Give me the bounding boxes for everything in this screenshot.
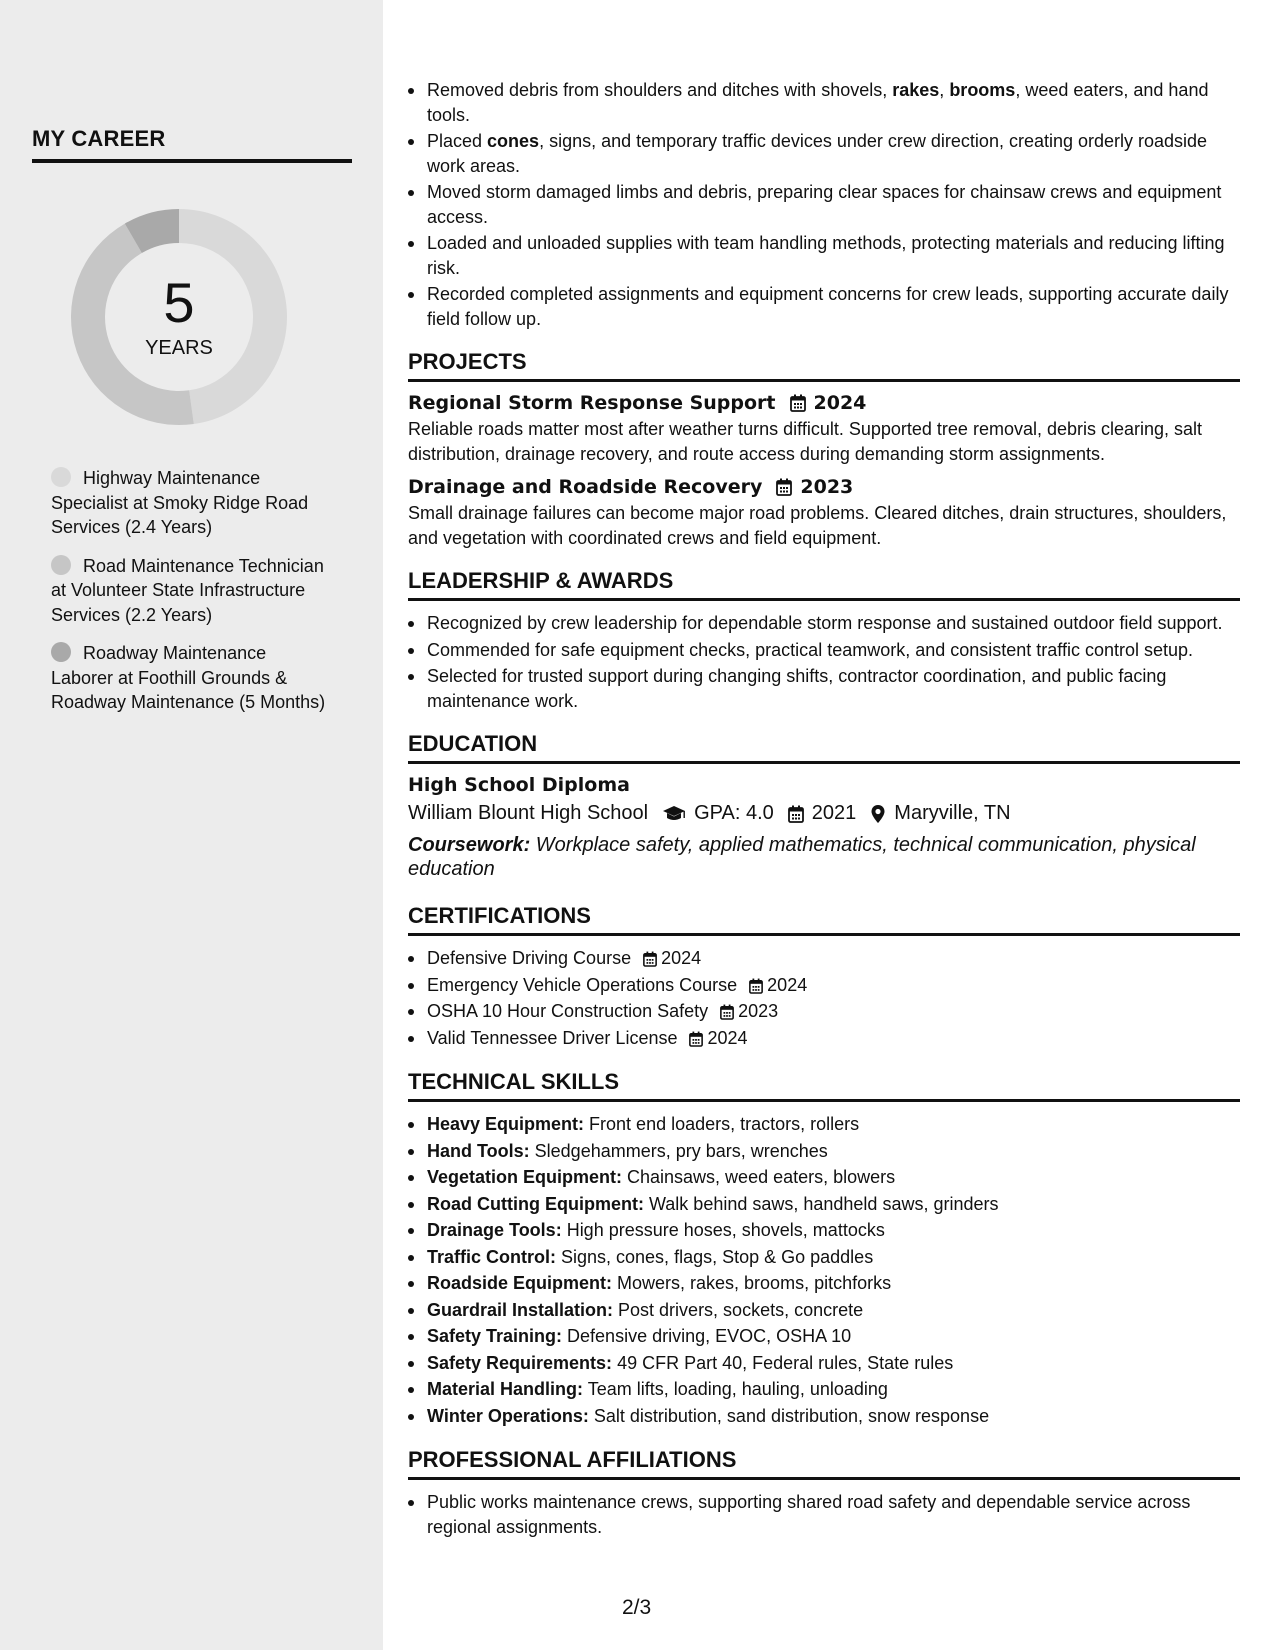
leadership-title: LEADERSHIP & AWARDS [408, 568, 1240, 601]
text: , signs, and temporary traffic devices under crew direction, creating orderly roadside work areas. [427, 131, 1208, 176]
experience-bullet [408, 129, 1240, 178]
career-item-text: Road Maintenance Technician at Volunteer State Infrastructure Services (2.2 Years) [51, 555, 324, 625]
skill-value: High pressure hoses, shovels, mattocks [561, 1220, 885, 1240]
skill-item [408, 1298, 1240, 1324]
skill-value: Team lifts, loading, hauling, unloading [583, 1379, 888, 1399]
certification-name: Defensive Driving Course [427, 948, 632, 968]
skill-label: Safety Training: [427, 1326, 563, 1346]
skill-label: Drainage Tools: [427, 1220, 562, 1240]
leadership-item: Recognized by crew leadership for dependable storm response and sustained outdoor field support. [408, 611, 1240, 636]
calendar-icon [689, 1031, 703, 1047]
calendar-icon [643, 951, 657, 967]
calendar-icon [720, 1004, 734, 1020]
legend-dot [51, 467, 71, 487]
skill-label: Road Cutting Equipment: [427, 1193, 644, 1214]
skill-item [408, 1351, 1240, 1377]
calendar-icon [790, 394, 806, 412]
text: Removed debris from shoulders and ditches with shovels, [427, 80, 893, 100]
skill-item [408, 1192, 1240, 1218]
education-year: 2021 [811, 802, 857, 824]
certification-year: 2023 [738, 1001, 779, 1021]
career-item-text: Highway Maintenance Specialist at Smoky Ridge Road Services (2.4 Years) [51, 468, 309, 537]
skill-item [408, 1324, 1240, 1350]
project-name: Drainage and Roadside Recovery [408, 476, 763, 498]
sidebar [0, 0, 383, 1650]
skill-item [408, 1112, 1240, 1138]
career-list [51, 466, 331, 729]
career-years-number: 5 [163, 270, 195, 334]
project-description: Reliable roads matter most after weather turns difficult. Supported tree removal, debris clearing, salt distribution, drainage recovery, and route access during demanding storm assignments. [408, 419, 1203, 464]
certification-name: Emergency Vehicle Operations Course [427, 974, 738, 995]
skill-value: Post drivers, sockets, concrete [613, 1299, 864, 1320]
career-item [51, 466, 331, 540]
skill-label: Winter Operations: [427, 1405, 589, 1426]
text: , weed eaters, and hand tools. [427, 80, 1209, 125]
certifications-title: CERTIFICATIONS [408, 903, 1240, 936]
skill-label: Vegetation Equipment: [427, 1167, 623, 1187]
skill-value: Signs, cones, flags, Stop & Go paddles [556, 1246, 874, 1267]
text: , [939, 80, 950, 100]
career-donut-chart [66, 204, 292, 430]
certification-name: OSHA 10 Hour Construction Safety [427, 1001, 709, 1021]
skill-label: Heavy Equipment: [427, 1114, 585, 1134]
donut-center [66, 204, 292, 430]
certification-year: 2024 [661, 948, 702, 968]
skill-item [408, 1377, 1240, 1403]
skill-value: Defensive driving, EVOC, OSHA 10 [562, 1326, 852, 1346]
certification-year: 2024 [707, 1027, 748, 1048]
career-item [51, 554, 331, 628]
skill-label: Traffic Control: [427, 1246, 556, 1267]
leadership-item: Selected for trusted support during changing shifts, contractor coordination, and public facing maintenance work. [408, 664, 1240, 713]
skill-label: Safety Requirements: [427, 1352, 613, 1373]
coursework-label: Coursework: [408, 834, 531, 856]
legend-dot [51, 642, 71, 662]
bold-text: brooms [949, 80, 1016, 100]
skill-item [408, 1271, 1240, 1297]
skill-value: 49 CFR Part 40, Federal rules, State rules [612, 1352, 954, 1373]
projects-title: PROJECTS [408, 349, 1240, 382]
skill-label: Guardrail Installation: [427, 1299, 614, 1320]
certification-name: Valid Tennessee Driver License [427, 1027, 678, 1048]
project-name: Regional Storm Response Support [408, 392, 776, 414]
project-description: Small drainage failures can become major road problems. Cleared ditches, drain structures, shoulders, and vegetation with coordinated crews and field equipment. [408, 503, 1227, 548]
career-item-text: Roadway Maintenance Laborer at Foothill Grounds & Roadway Maintenance (5 Months) [51, 643, 326, 712]
skill-item [408, 1139, 1240, 1165]
main-content [408, 78, 1240, 1541]
bold-text: cones [487, 131, 540, 151]
education-school: William Blount High School [408, 802, 649, 824]
career-years-unit: YEARS [145, 336, 213, 359]
graduation-cap-icon [662, 805, 686, 823]
certification-item [408, 1026, 1240, 1052]
text: Placed [427, 131, 488, 151]
bold-text: rakes [892, 80, 940, 100]
education-gpa: GPA: 4.0 [694, 802, 774, 824]
affiliation-item: Public works maintenance crews, supporting shared road safety and dependable service across regional assignments. [408, 1490, 1240, 1539]
skill-value: Chainsaws, weed eaters, blowers [622, 1167, 896, 1187]
skill-value: Sledgehammers, pry bars, wrenches [529, 1140, 828, 1161]
skill-item [408, 1165, 1240, 1191]
skills-title: TECHNICAL SKILLS [408, 1069, 1240, 1102]
skills-list [408, 1112, 1240, 1429]
project-title [408, 476, 1240, 498]
calendar-icon [749, 978, 763, 994]
experience-bullet: Loaded and unloaded supplies with team handling methods, protecting materials and reducing lifting risk. [408, 231, 1240, 280]
experience-bullet [408, 78, 1240, 127]
project-year: 2023 [800, 476, 854, 498]
sidebar-title: MY CAREER [32, 126, 352, 163]
leadership-list [408, 611, 1240, 713]
certification-item [408, 973, 1240, 999]
legend-dot [51, 555, 71, 575]
calendar-icon [776, 478, 792, 496]
skill-value: Mowers, rakes, brooms, pitchforks [612, 1273, 892, 1293]
coursework-text: Workplace safety, applied mathematics, technical communication, physical education [408, 834, 1196, 880]
page-number: 2/3 [622, 1596, 652, 1619]
certification-year: 2024 [767, 974, 808, 995]
certification-item [408, 946, 1240, 972]
education-title: EDUCATION [408, 731, 1240, 764]
skill-item [408, 1218, 1240, 1244]
skill-value: Front end loaders, tractors, rollers [584, 1114, 860, 1134]
experience-bullets [408, 78, 1240, 331]
location-pin-icon [870, 804, 886, 824]
education-details [408, 802, 1240, 825]
leadership-item: Commended for safe equipment checks, practical teamwork, and consistent traffic control setup. [408, 638, 1240, 663]
experience-bullet: Recorded completed assignments and equipment concerns for crew leads, supporting accurate daily field follow up. [408, 282, 1240, 331]
skill-label: Roadside Equipment: [427, 1273, 613, 1293]
project-title [408, 392, 1240, 414]
affiliations-title: PROFESSIONAL AFFILIATIONS [408, 1447, 1240, 1480]
experience-bullet: Moved storm damaged limbs and debris, preparing clear spaces for chainsaw crews and equipment access. [408, 180, 1240, 229]
calendar-icon [788, 805, 804, 823]
skill-item [408, 1245, 1240, 1271]
skill-label: Hand Tools: [427, 1140, 530, 1161]
certification-item [408, 999, 1240, 1025]
skill-label: Material Handling: [427, 1379, 584, 1399]
skill-value: Salt distribution, sand distribution, snow response [588, 1405, 990, 1426]
project-year: 2024 [813, 392, 867, 414]
affiliations-list [408, 1490, 1240, 1539]
certifications-list [408, 946, 1240, 1051]
education-degree: High School Diploma [408, 774, 630, 796]
career-item [51, 641, 331, 715]
skill-value: Walk behind saws, handheld saws, grinders [643, 1193, 999, 1214]
skill-item [408, 1404, 1240, 1430]
education-coursework [408, 833, 1240, 881]
education-location: Maryville, TN [894, 802, 1011, 824]
